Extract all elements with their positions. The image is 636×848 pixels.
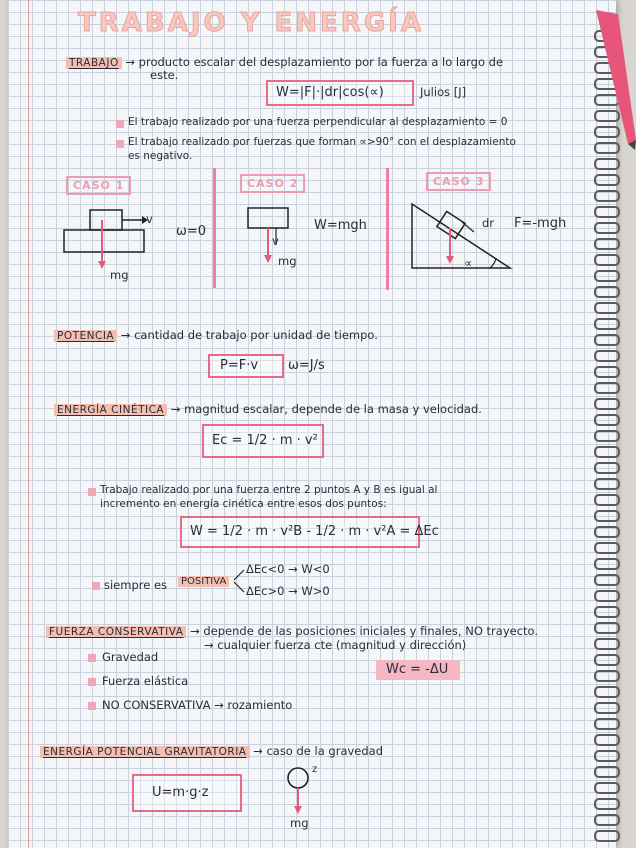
spiral-ring	[594, 174, 620, 186]
spiral-ring	[594, 686, 620, 698]
cinetica-label: ENERGÍA CINÉTICA	[54, 404, 167, 416]
spiral-ring	[594, 222, 620, 234]
case-increase: ΔEc>0 → W>0	[246, 584, 330, 598]
bullet-marker	[88, 488, 96, 496]
conservativa-definition-1: → depende de las posiciones iniciales y finales, NO trayecto.	[190, 624, 539, 638]
caso-1-force: mg	[110, 268, 129, 282]
potencia-unit: ω=J/s	[288, 358, 325, 373]
spiral-ring	[594, 270, 620, 282]
conservativa-formula-box	[376, 660, 460, 680]
trabajo-definition-cont: este.	[150, 68, 179, 82]
spiral-ring	[594, 734, 620, 746]
spiral-ring	[594, 702, 620, 714]
trabajo-bullet-1: El trabajo realizado por una fuerza perpendicular al desplazamiento = 0	[128, 116, 508, 128]
caso-2-label: CASO 2	[240, 174, 305, 193]
spiral-ring	[594, 302, 620, 314]
spiral-ring	[594, 670, 620, 682]
pen-object	[588, 10, 636, 150]
caso-3-label: CASO 3	[426, 172, 491, 191]
bullet-marker	[88, 654, 96, 662]
spiral-ring	[594, 382, 620, 394]
divider-line	[386, 168, 389, 290]
cinetica-formula: Ec = 1/2 · m · v²	[212, 433, 318, 448]
spiral-ring	[594, 558, 620, 570]
bullet-marker	[116, 120, 124, 128]
caso-1-label: CASO 1	[66, 176, 131, 195]
spiral-ring	[594, 462, 620, 474]
trabajo-label: TRABAJO	[66, 57, 122, 69]
potencia-definition: → cantidad de trabajo por unidad de tiempo.	[120, 328, 378, 342]
spiral-ring	[594, 254, 620, 266]
caso-3-dr: dr	[482, 216, 495, 230]
bullet-marker	[88, 702, 96, 710]
spiral-ring	[594, 494, 620, 506]
trabajo-bullet-2: El trabajo realizado por fuerzas que forman ∝>90° con el desplazamiento	[128, 136, 516, 148]
always-label: siempre es	[104, 578, 168, 592]
caso-2-v: v	[272, 234, 279, 248]
cinetica-formula-box	[202, 424, 324, 458]
cinetica-bullet-cont: incremento en energía cinética entre esos dos puntos:	[100, 498, 387, 510]
conservativa-formula: Wc = -ΔU	[386, 662, 449, 677]
spiral-ring	[594, 238, 620, 250]
spiral-ring	[594, 190, 620, 202]
potencia-formula: P=F·v	[220, 358, 259, 373]
caso-1-v: v	[146, 212, 153, 226]
spiral-ring	[594, 318, 620, 330]
spiral-ring	[594, 158, 620, 170]
divider-line	[213, 168, 216, 288]
case-decrease: ΔEc<0 → W<0	[246, 562, 330, 576]
caso-1-formula: ω=0	[176, 224, 207, 239]
spiral-ring	[594, 766, 620, 778]
trabajo-definition: → producto escalar del desplazamiento por la fuerza a lo largo de	[125, 55, 504, 69]
notebook-page	[8, 0, 616, 848]
potencia-formula-box	[208, 354, 284, 378]
trabajo-section	[66, 55, 503, 69]
margin-line	[28, 0, 29, 848]
spiral-ring	[594, 398, 620, 410]
conservativa-section	[46, 624, 538, 638]
spiral-ring	[594, 446, 620, 458]
spiral-ring	[594, 206, 620, 218]
conservativa-item-3: NO CONSERVATIVA → rozamiento	[102, 698, 293, 712]
spiral-ring	[594, 718, 620, 730]
potencial-formula: U=m·g·z	[152, 785, 209, 800]
spiral-ring	[594, 782, 620, 794]
spiral-ring	[594, 590, 620, 602]
conservativa-label: FUERZA CONSERVATIVA	[46, 626, 186, 638]
spiral-ring	[594, 654, 620, 666]
positive-label: POSITIVA	[178, 576, 229, 587]
spiral-ring	[594, 478, 620, 490]
page-title: TRABAJO Y ENERGÍA	[78, 8, 424, 38]
caso-2-force: mg	[278, 254, 297, 268]
spiral-ring	[594, 286, 620, 298]
potencial-section	[40, 744, 383, 758]
trabajo-unit: Julios [J]	[420, 85, 467, 99]
spiral-ring	[594, 622, 620, 634]
spiral-ring	[594, 574, 620, 586]
mg-label: mg	[290, 816, 309, 830]
potencial-definition: → caso de la gravedad	[253, 744, 384, 758]
spiral-ring	[594, 542, 620, 554]
cinetica-definition: → magnitud escalar, depende de la masa y velocidad.	[170, 402, 482, 416]
caso-2-formula: W=mgh	[314, 218, 367, 233]
spiral-ring	[594, 334, 620, 346]
bullet-marker	[92, 582, 100, 590]
potencial-formula-box	[132, 774, 242, 812]
work-energy-formula-box	[180, 516, 439, 548]
spiral-ring	[594, 638, 620, 650]
work-energy-formula: W = 1/2 · m · v²B - 1/2 · m · v²A = ΔEc	[190, 524, 439, 539]
conservativa-item-1: Gravedad	[102, 650, 159, 664]
trabajo-bullet-2-cont: es negativo.	[128, 150, 193, 162]
spiral-ring	[594, 798, 620, 810]
potencia-label: POTENCIA	[54, 330, 117, 342]
spiral-ring	[594, 430, 620, 442]
spiral-ring	[594, 750, 620, 762]
caso-3-formula: F=-mgh	[514, 216, 567, 231]
branch-arrows	[234, 566, 248, 596]
spiral-ring	[594, 830, 620, 842]
potencial-label: ENERGÍA POTENCIAL GRAVITATORIA	[40, 746, 250, 758]
spiral-ring	[594, 414, 620, 426]
cinetica-section	[54, 402, 482, 416]
conservativa-item-2: Fuerza elástica	[102, 674, 189, 688]
cinetica-bullet: Trabajo realizado por una fuerza entre 2 puntos A y B es igual al	[100, 484, 438, 496]
trabajo-formula-box	[266, 80, 414, 106]
bullet-marker	[116, 140, 124, 148]
spiral-ring	[594, 350, 620, 362]
z-label: z	[312, 764, 318, 775]
potencia-section	[54, 328, 378, 342]
caso-3-angle: ∝	[464, 256, 473, 270]
bullet-marker	[88, 678, 96, 686]
spiral-ring	[594, 510, 620, 522]
conservativa-definition-2: → cualquier fuerza cte (magnitud y dirección)	[204, 638, 467, 652]
spiral-ring	[594, 526, 620, 538]
spiral-ring	[594, 366, 620, 378]
spiral-ring	[594, 606, 620, 618]
spiral-ring	[594, 814, 620, 826]
trabajo-formula: W=|F|·|dr|cos(∝)	[276, 85, 384, 100]
